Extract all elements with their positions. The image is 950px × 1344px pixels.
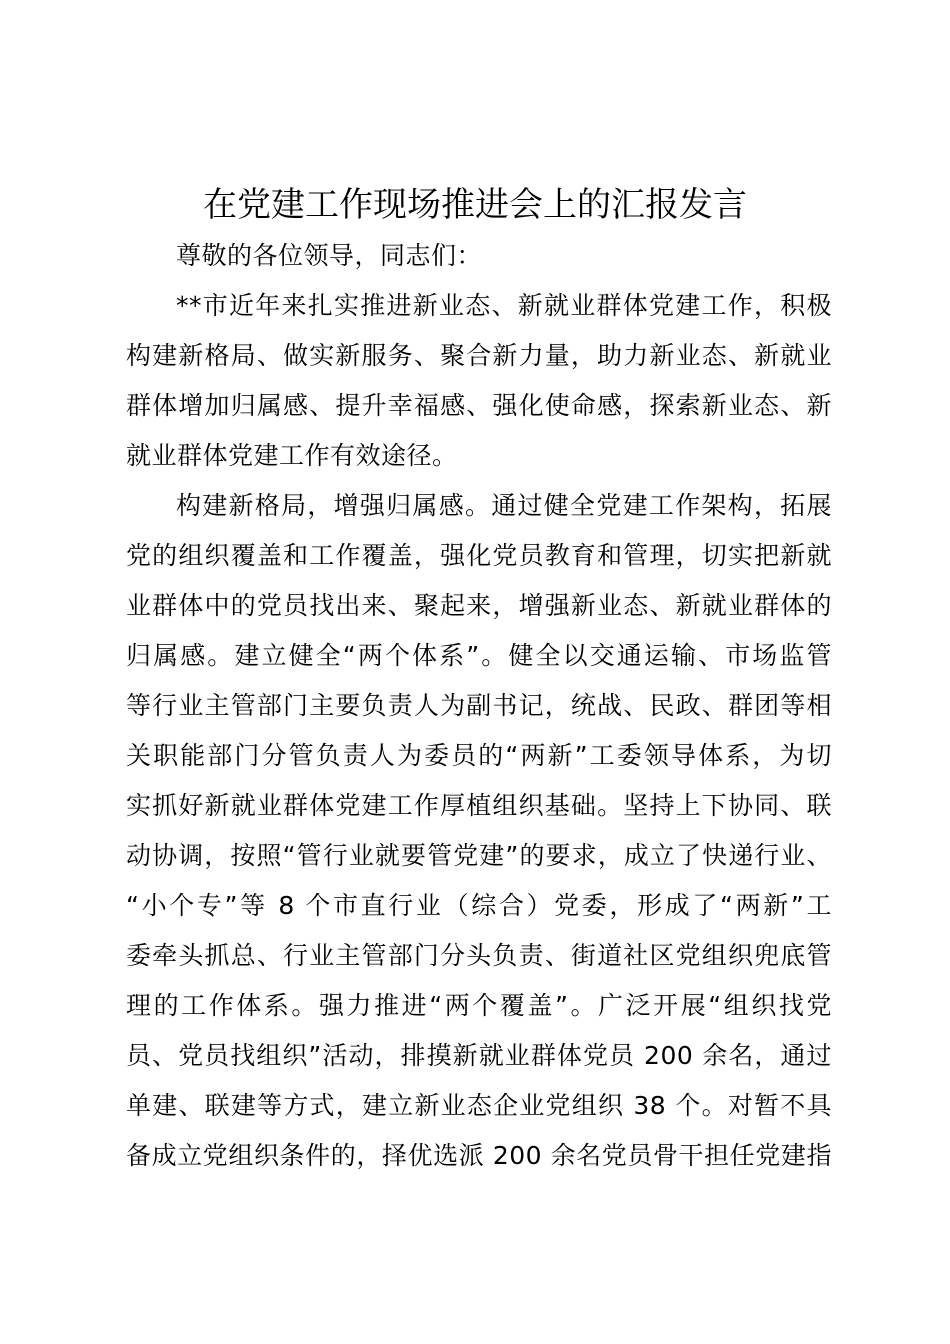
paragraph-1-line-2: 构建新格局、做实新服务、聚合新力量，助力新业态、新就业 bbox=[126, 341, 832, 370]
paragraph-2-line-4: 归属感。建立健全“两个体系”。健全以交通运输、市场监管 bbox=[126, 641, 832, 670]
paragraph-2-line-8: 动协调，按照“管行业就要管党建”的要求，成立了快递行业、 bbox=[126, 841, 832, 870]
paragraph-2-line-2: 党的组织覆盖和工作覆盖，强化党员教育和管理，切实把新就 bbox=[126, 541, 832, 570]
paragraph-2-line-12: 员、党员找组织”活动，排摸新就业群体党员 200 余名，通过 bbox=[126, 1041, 832, 1070]
salutation-line: 尊敬的各位领导，同志们： bbox=[176, 241, 483, 270]
paragraph-2-line-14: 备成立党组织条件的，择优选派 200 余名党员骨干担任党建指 bbox=[126, 1141, 832, 1170]
paragraph-2-line-1: 构建新格局，增强归属感。通过健全党建工作架构，拓展 bbox=[176, 491, 832, 520]
paragraph-2-line-3: 业群体中的党员找出来、聚起来，增强新业态、新就业群体的 bbox=[126, 591, 832, 620]
paragraph-2-line-11: 理的工作体系。强力推进“两个覆盖”。广泛开展“组织找党 bbox=[126, 991, 832, 1020]
paragraph-1-line-1: **市近年来扎实推进新业态、新就业群体党建工作，积极 bbox=[176, 291, 832, 320]
document-title: 在党建工作现场推进会上的汇报发言 bbox=[203, 185, 747, 225]
paragraph-2-line-13: 单建、联建等方式，建立新业态企业党组织 38 个。对暂不具 bbox=[126, 1091, 832, 1120]
paragraph-2-line-9: “小个专”等 8 个市直行业（综合）党委，形成了“两新”工 bbox=[126, 891, 832, 920]
paragraph-2-line-6: 关职能部门分管负责人为委员的“两新”工委领导体系，为切 bbox=[126, 741, 832, 770]
paragraph-2-line-5: 等行业主管部门主要负责人为副书记，统战、民政、群团等相 bbox=[126, 691, 832, 720]
paragraph-1-line-3: 群体增加归属感、提升幸福感、强化使命感，探索新业态、新 bbox=[126, 391, 832, 420]
paragraph-2-line-7: 实抓好新就业群体党建工作厚植组织基础。坚持上下协同、联 bbox=[126, 791, 832, 820]
paragraph-2-line-10: 委牵头抓总、行业主管部门分头负责、街道社区党组织兜底管 bbox=[126, 941, 832, 970]
paragraph-1-line-4: 就业群体党建工作有效途径。 bbox=[126, 441, 458, 470]
